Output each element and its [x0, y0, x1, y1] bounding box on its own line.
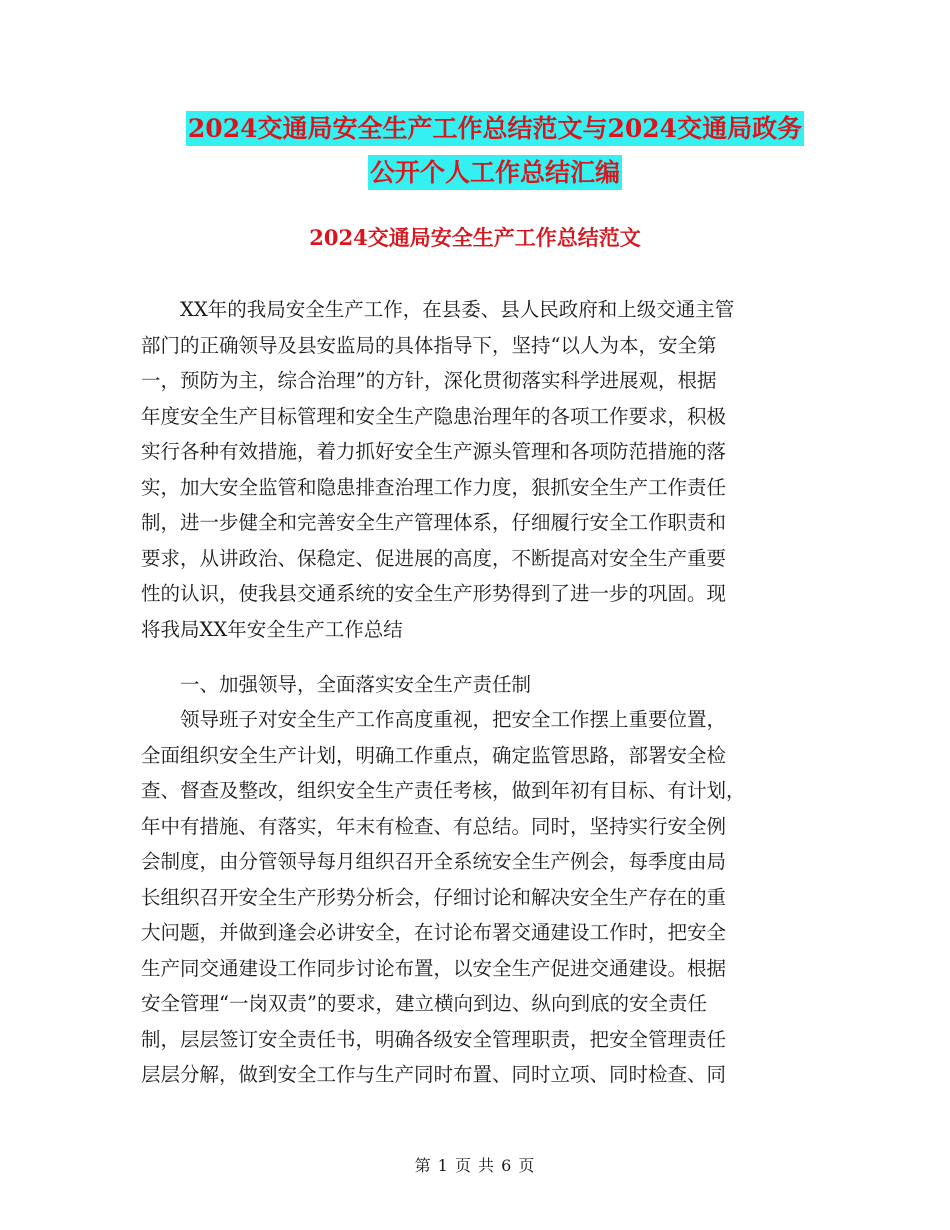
text-line: 实，加大安全监管和隐患排查治理工作力度，狠抓安全生产工作责任 [141, 475, 727, 499]
section-title: 2024交通局安全生产工作总结范文 [309, 225, 641, 250]
document-title-line-1 [140, 114, 850, 144]
paragraph-2 [141, 702, 841, 1093]
text-line: 长组织召开安全生产形势分析会，仔细讨论和解决安全生产存在的重 [141, 885, 727, 909]
text-line: 制，层层签订安全责任书，明确各级安全管理职责，把安全管理责任 [141, 1027, 727, 1051]
text-line: 大问题，并做到逢会必讲安全，在讨论布署交通建设工作时，把安全 [141, 921, 727, 944]
page-number-footer: 第 1 页 共 6 页 [414, 1156, 536, 1175]
heading-text: 一、加强领导，全面落实安全生产责任制 [141, 673, 532, 696]
text-line: 领导班子对安全生产工作高度重视，把安全工作摆上重要位置， [141, 708, 727, 731]
document-title-line-2 [140, 158, 850, 188]
text-line: 部门的正确领导及县安监局的具体指导下，坚持“以人为本，安全第 [141, 333, 717, 357]
text-line: 生产同交通建设工作同步讨论布置，以安全生产促进交通建设。根据 [141, 956, 727, 980]
text-line: 会制度，由分管领导每月组织召开全系统安全生产例会，每季度由局 [141, 850, 727, 873]
text-line: 全面组织安全生产计划，明确工作重点，确定监管思路，部署安全检 [141, 743, 727, 767]
text-line: 要求，从讲政治、保稳定、促进展的高度，不断提高对安全生产重要 [141, 546, 727, 570]
title-highlight-1: 2024交通局安全生产工作总结范文与2024交通局政务 [186, 111, 804, 146]
text-line: 一，预防为主，综合治理”的方针，深化贯彻落实科学进展观，根据 [141, 369, 717, 392]
title-highlight-2: 公开个人工作总结汇编 [368, 155, 622, 190]
text-line: 安全管理“一岗双责”的要求，建立横向到边、纵向到底的安全责任 [141, 992, 707, 1015]
text-line: 查、督查及整改，组织安全生产责任考核，做到年初有目标、有计划， [141, 779, 746, 802]
text-line: 年度安全生产目标管理和安全生产隐患治理年的各项工作要求，积极 [141, 404, 727, 428]
text-line: 将我局XX年安全生产工作总结 [141, 617, 403, 641]
text-line: 制，进一步健全和完善安全生产管理体系，仔细履行安全工作职责和 [141, 511, 727, 534]
paragraph-1 [141, 292, 841, 647]
text-line: 实行各种有效措施，着力抓好安全生产源头管理和各项防范措施的落 [141, 440, 727, 463]
section-heading-1 [141, 667, 841, 703]
text-line: 层层分解，做到安全工作与生产同时布置、同时立项、同时检查、同 [141, 1063, 727, 1086]
text-line: 性的认识，使我县交通系统的安全生产形势得到了进一步的巩固。现 [141, 582, 727, 605]
text-line: XX年的我局安全生产工作，在县委、县人民政府和上级交通主管 [141, 298, 735, 321]
text-line: 年中有措施、有落实，年末有检查、有总结。同时，坚持实行安全例 [141, 814, 727, 838]
